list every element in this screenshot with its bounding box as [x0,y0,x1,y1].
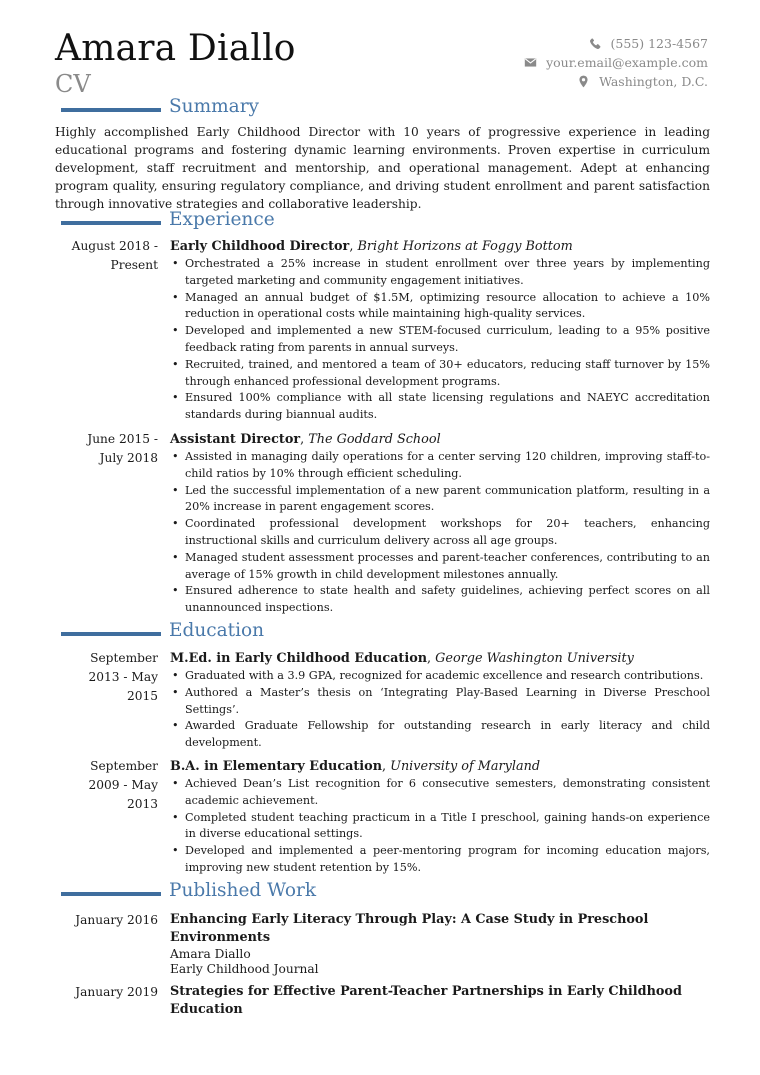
entry-body [170,911,710,977]
entry-title: B.A. in Elementary Education, University of Maryland [170,758,541,774]
bullet-item: • Authored a Master’s thesis on ‘Integrating Play-Based Learning in Diverse Preschool Settings’. [170,685,710,719]
publication-title: Enhancing Early Literacy Through Play: A Case Study in Preschool Environments [170,912,649,945]
entry-date [55,649,158,706]
experience-title: Experience [169,209,275,230]
education-entry [55,757,710,877]
education-entry [55,649,710,752]
bullet-item: • Ensured adherence to state health and safety guidelines, achieving perfect scores on all unannounced inspections. [170,583,710,617]
location-text: Washington, D.C. [599,74,708,89]
summary-heading [55,96,710,122]
experience-entry [55,237,710,424]
education-section [55,620,710,877]
bullet-item: • Developed and implemented a peer-mentoring program for incoming education majors, improving new student retention by 15%. [170,843,710,877]
degree: B.A. in Elementary Education [170,758,383,774]
entry-date [55,430,158,468]
envelope-icon [524,56,537,69]
date-end: 2013 [126,796,158,811]
published-section [55,880,710,1019]
bullet-item: • Completed student teaching practicum in a Title I preschool, gaining hands-on experience in diverse educational settings. [170,810,710,844]
publication-title: Strategies for Effective Parent-Teacher Partnerships in Early Childhood Education [170,984,682,1017]
date-mid: 2009 - May [88,777,158,792]
published-title: Published Work [169,880,317,901]
date-start: June 2015 - [87,431,158,446]
entry-body [170,757,710,877]
publication-entry [55,911,710,977]
entry-title: Early Childhood Director, Bright Horizons at Foggy Bottom [170,239,573,254]
document-kind: CV [55,70,91,98]
date-start: September [90,758,158,773]
entry-title: M.Ed. in Early Childhood Education, George Washington University [170,651,634,666]
entry-bullets [170,256,710,424]
date-start: September [90,651,158,665]
experience-heading [55,209,710,235]
date-end: Present [110,258,158,272]
entry-body [170,649,710,752]
date-start: August 2018 - [71,239,158,253]
section-accent-bar [61,632,161,636]
entry-date [55,757,158,814]
entry-body [170,237,710,424]
bullet-item: • Assisted in managing daily operations for a center serving 120 children, improving staff-to-child ratios by 10% through efficient scheduling. [170,449,710,483]
entry-body [170,430,710,617]
date-end: July 2018 [99,450,158,465]
contact-email[interactable] [524,53,708,72]
entry-bullets [170,668,710,752]
location-pin-icon [577,75,590,88]
email-text[interactable]: your.email@example.com [546,55,708,70]
section-accent-bar [61,221,161,225]
education-heading [55,620,710,646]
job-role: Early Childhood Director [170,239,350,254]
bullet-item: • Coordinated professional development workshops for 20+ teachers, enhancing instructional skills and curriculum delivery across all age groups. [170,516,710,550]
entry-bullets [170,776,710,877]
contact-location [524,72,708,91]
bullet-item: • Orchestrated a 25% increase in student enrollment over three years by implementing targeted marketing and community engagement initiatives. [170,256,710,290]
date-mid: 2013 - May [88,670,158,684]
phone-icon [589,37,602,50]
bullet-item: • Awarded Graduate Fellowship for outstanding research in early literacy and child development. [170,718,710,752]
bullet-item: • Led the successful implementation of a new parent communication platform, resulting in a 20% increase in parent engagement scores. [170,483,710,517]
school: George Washington University [435,651,634,666]
entry-date [55,237,158,275]
entry-bullets [170,449,710,617]
bullet-item: • Recruited, trained, and mentored a team of 30+ educators, reducing staff turnover by 15% through enhanced professional development programs. [170,357,710,391]
bullet-item: • Developed and implemented a new STEM-focused curriculum, leading to a 95% positive feedback rating from parents in annual surveys. [170,323,710,357]
published-heading [55,880,710,906]
phone-text: (555) 123-4567 [610,36,708,51]
bullet-item: • Managed an annual budget of $1.5M, optimizing resource allocation to achieve a 10% reduction in operational costs while maintaining high-quality services. [170,290,710,324]
summary-text: Highly accomplished Early Childhood Director with 10 years of progressive experience in leading educational programs and fostering dynamic learning environments. Proven expertise in curriculum development, staff recruitment and mentorship, and operational management. Adept at enhancing program quality, ensuring regulatory compliance, and driving student enrollment and parent satisfaction through innovative strategies and collaborative leadership. [55,125,710,211]
contact-phone [524,34,708,53]
candidate-name: Amara Diallo [55,28,296,69]
section-accent-bar [61,892,161,896]
publication-entry [55,983,710,1019]
publication-date: January 2019 [75,985,158,999]
summary-section [55,96,710,213]
job-role: Assistant Director [170,431,301,447]
experience-section [55,209,710,617]
entry-title: Assistant Director, The Goddard School [170,431,441,447]
school: University of Maryland [390,758,541,774]
job-org: The Goddard School [308,431,441,447]
job-org: Bright Horizons at Foggy Bottom [357,239,573,254]
summary-title: Summary [169,96,259,117]
publication-author: Amara Diallo [170,947,251,961]
education-title: Education [169,620,265,641]
section-accent-bar [61,108,161,112]
publication-date: January 2016 [75,913,158,927]
bullet-item: • Graduated with a 3.9 GPA, recognized for academic excellence and research contributions. [170,668,710,685]
publication-venue: Early Childhood Journal [170,962,319,976]
degree: M.Ed. in Early Childhood Education [170,651,428,666]
entry-body [170,983,710,1019]
bullet-item: • Ensured 100% compliance with all state licensing regulations and NAEYC accreditation standards during biannual audits. [170,390,710,424]
experience-entry [55,430,710,617]
contact-block [524,34,708,91]
bullet-item: • Managed student assessment processes and parent-teacher conferences, contributing to an average of 15% growth in child development milestones annually. [170,550,710,584]
date-end: 2015 [126,689,158,703]
bullet-item: • Achieved Dean’s List recognition for 6 consecutive semesters, demonstrating consistent academic achievement. [170,776,710,810]
